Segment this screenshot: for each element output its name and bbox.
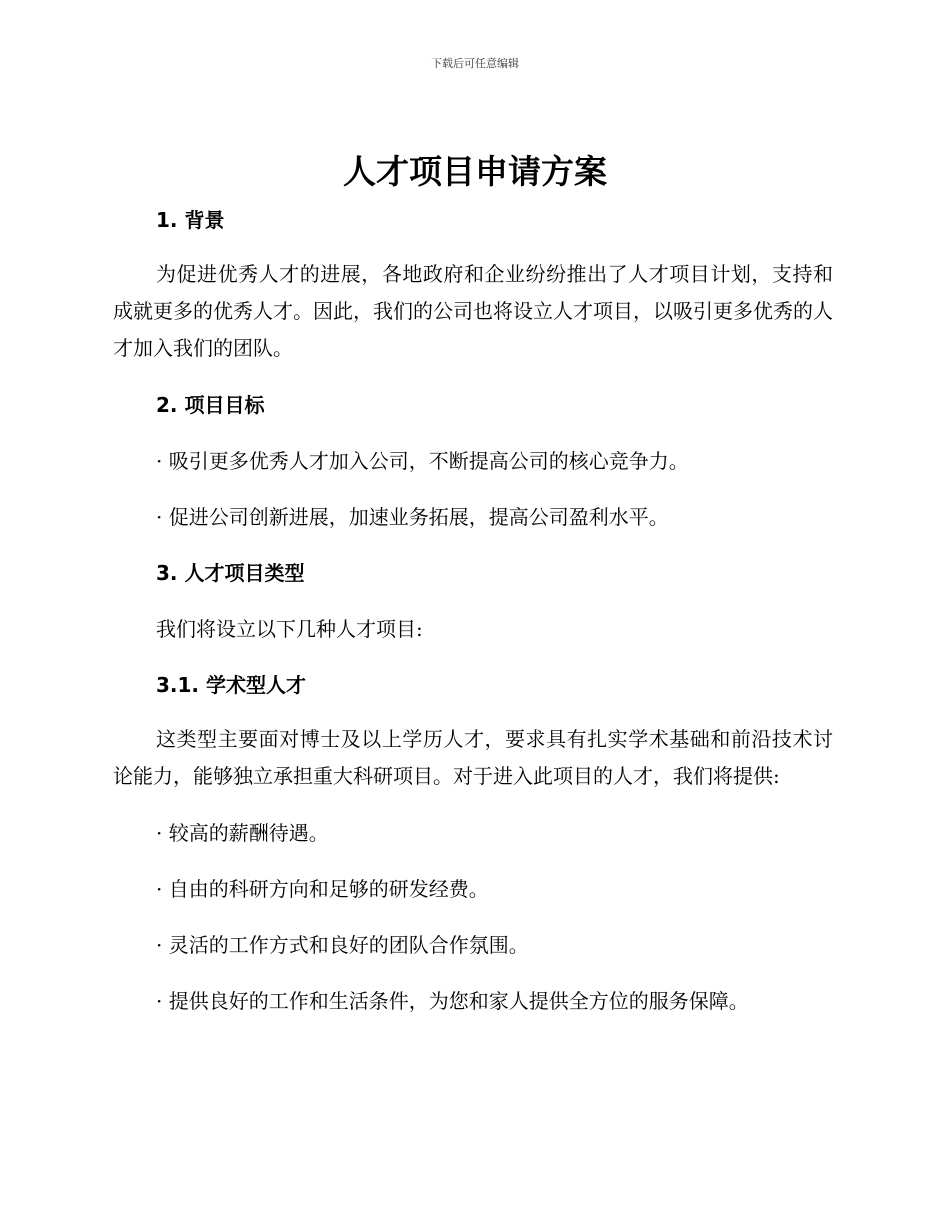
section-heading-academic: 3.1. 学术型人才 (156, 673, 306, 697)
section-heading-types: 3. 人才项目类型 (156, 561, 305, 585)
header-note: 下载后可任意编辑 (431, 57, 519, 70)
paragraph-background: 为促进优秀人才的进展，各地政府和企业纷纷推出了人才项目计划，支持和成就更多的优秀人才。因此，我们的公司也将设立人才项目，以吸引更多优秀的人才加入我们的团队。 (113, 262, 833, 360)
paragraph-types-intro: 我们将设立以下几种人才项目: (156, 617, 423, 641)
section-heading-background: 1. 背景 (156, 208, 225, 232)
bullet-item: · 自由的科研方向和足够的研发经费。 (156, 877, 489, 901)
document-body (113, 200, 833, 1021)
bullet-item: · 吸引更多优秀人才加入公司，不断提高公司的核心竞争力。 (156, 449, 689, 473)
paragraph-academic: 这类型主要面对博士及以上学历人才，要求具有扎实学术基础和前沿技术讨论能力，能够独立承担重大科研项目。对于进入此项目的人才，我们将提供: (113, 727, 833, 788)
bullet-item: · 提供良好的工作和生活条件，为您和家人提供全方位的服务保障。 (156, 989, 749, 1013)
bullet-item: · 较高的薪酬待遇。 (156, 821, 329, 845)
bullet-item: · 灵活的工作方式和良好的团队合作氛围。 (156, 933, 529, 957)
bullet-item: · 促进公司创新进展，加速业务拓展，提高公司盈利水平。 (156, 505, 669, 529)
section-heading-goals: 2. 项目目标 (156, 393, 265, 417)
document-title: 人才项目申请方案 (343, 152, 607, 191)
